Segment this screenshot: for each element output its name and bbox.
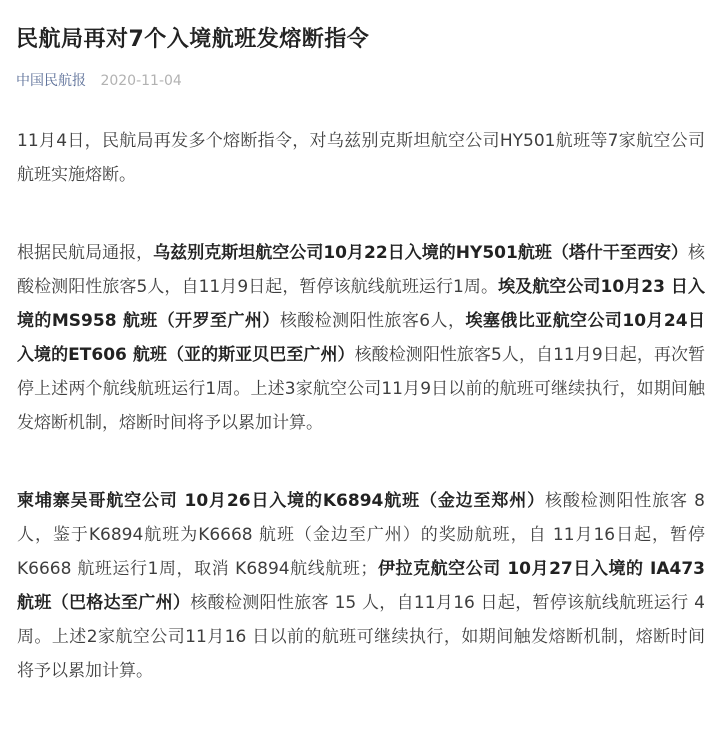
article-date: 2020-11-04 (100, 73, 182, 89)
paragraph-1 (17, 124, 705, 192)
flight-highlight: 伊拉克航空公司 10月27日入境的 IA473 航班（巴格达至广州） (17, 559, 705, 613)
paragraph-2 (17, 236, 705, 440)
article-source-link[interactable]: 中国民航报 (16, 73, 86, 89)
text-segment: 核酸检测阳性旅客6人， (279, 311, 466, 331)
article-title: 民航局再对7个入境航班发熔断指令 (16, 27, 370, 52)
article-meta (16, 70, 182, 90)
text-segment: 核酸检测阳性旅客 8 人，鉴于K6894航班为K6668 航班（金边至广州）的奖励航班，自 11月16日起，暂停 K6668 航班运行1周，取消 K6894航线航班； (17, 491, 705, 579)
flight-highlight: 埃塞俄比亚航空公司10月24日入境的ET606 航班（亚的斯亚贝巴至广州） (17, 311, 705, 365)
paragraph-3 (17, 484, 705, 688)
text-segment: 根据民航局通报， (17, 243, 154, 263)
article-body (17, 124, 705, 732)
flight-highlight: 柬埔寨吴哥航空公司 10月26日入境的K6894航班（金边至郑州） (17, 491, 545, 511)
flight-highlight: 埃及航空公司10月23 日入境的MS958 航班（开罗至广州） (17, 277, 705, 331)
text-segment: 11月4日，民航局再发多个熔断指令，对乌兹别克斯坦航空公司HY501航班等7家航空公司航班实施熔断。 (17, 131, 705, 185)
text-segment: 核酸检测阳性旅客5人，自11月9日起，再次暂停上述两个航线航班运行1周。上述3家航空公司11月9日以前的航班可继续执行，如期间触发熔断机制，熔断时间将予以累加计算。 (17, 345, 705, 433)
flight-highlight: 乌兹别克斯坦航空公司10月22日入境的HY501航班（塔什干至西安） (153, 243, 689, 263)
text-segment: 核酸检测阳性旅客 15 人，自11月16 日起，暂停该航线航班运行 4 周。上述2家航空公司11月16 日以前的航班可继续执行，如期间触发熔断机制，熔断时间将予以累加计算。 (17, 593, 705, 681)
text-segment: 核酸检测阳性旅客5人，自11月9日起，暂停该航线航班运行1周。 (17, 243, 706, 297)
